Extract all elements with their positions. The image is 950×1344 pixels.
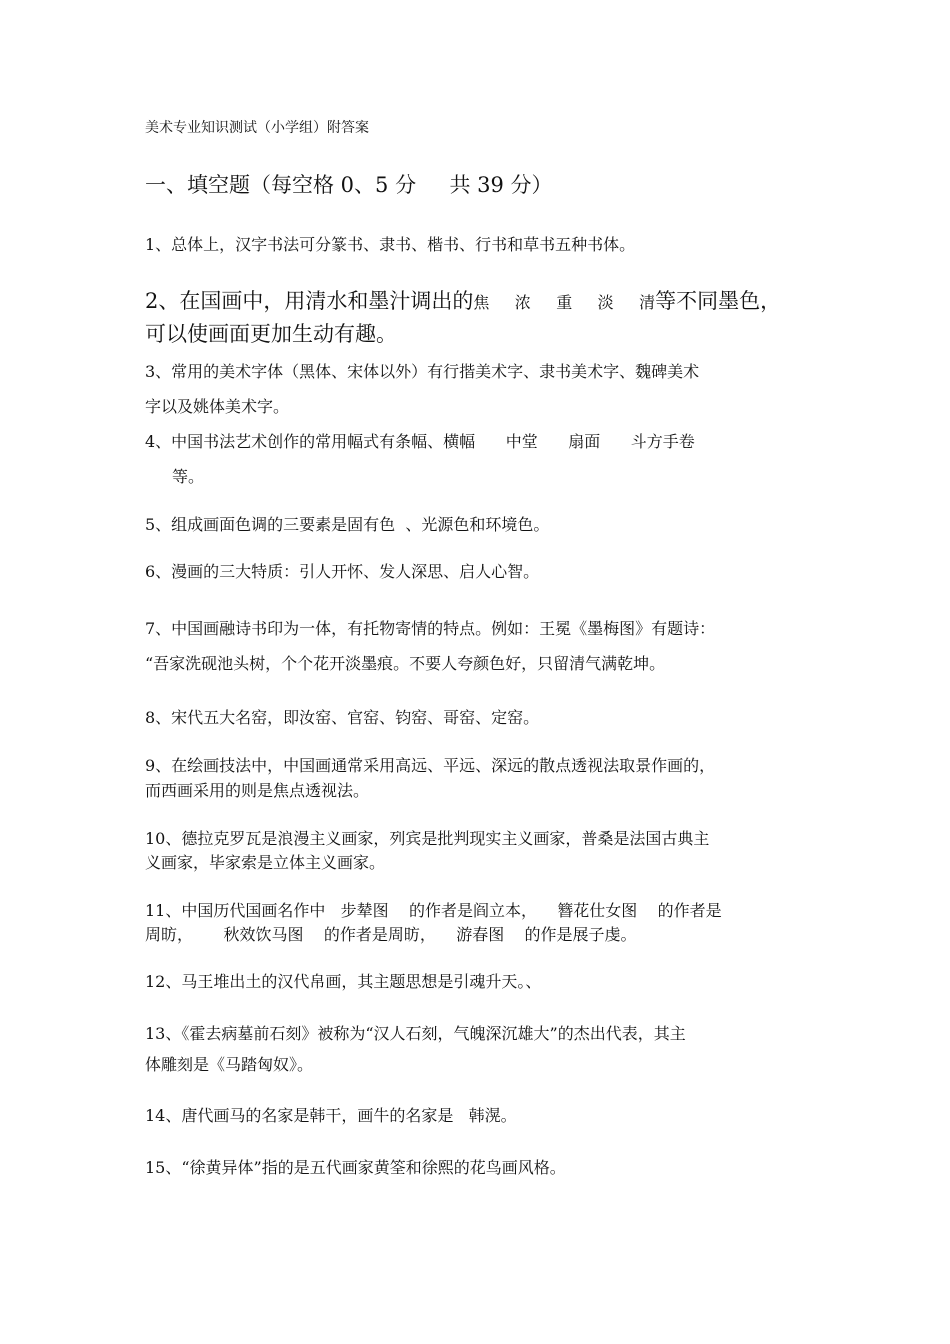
question-15: 15、“徐黄异体”指的是五代画家黄筌和徐熙的花鸟画风格。 [145, 1158, 566, 1177]
question-4-line-1: 4、中国书法艺术创作的常用幅式有条幅、横幅 中堂 扇面 斗方手卷 [145, 432, 695, 451]
question-13-line-1: 13、《霍去病墓前石刻》被称为“汉人石刻，气魄深沉雄大”的杰出代表，其主 [145, 1024, 686, 1043]
question-3-line-1: 3、常用的美术字体（黑体、宋体以外）有行揩美术字、隶书美术字、魏碑美术 [145, 362, 700, 381]
document-title: 美术专业知识测试（小学组）附答案 [145, 120, 369, 136]
question-7-line-1: 7、中国画融诗书印为一体，有托物寄情的特点。例如：王冕《墨梅图》有题诗： [145, 619, 716, 638]
question-11-line-2: 周昉， 秋效饮马图 的作者是周昉， 游春图 的作是展子虔。 [145, 925, 637, 944]
question-7-line-2: “吾家洗砚池头树，个个花开淡墨痕。不要人夸颜色好，只留清气满乾坤。 [145, 654, 666, 673]
section-heading: 一、填空题（每空格 0、5 分 共 39 分） [145, 173, 553, 197]
question-6: 6、漫画的三大特质：引人开怀、发人深思、启人心智。 [145, 562, 540, 581]
question-10-line-1: 10、德拉克罗瓦是浪漫主义画家，列宾是批判现实主义画家，普桑是法国古典主 [145, 829, 710, 848]
question-8: 8、宋代五大名窑，即汝窑、官窑、钧窑、哥窑、定窑。 [145, 708, 540, 727]
question-1: 1、总体上，汉字书法可分篆书、隶书、楷书、行书和草书五种书体。 [145, 235, 636, 254]
question-4-line-2: 等。 [172, 467, 205, 486]
question-2-text: 2、在国画中，用清水和墨汁调出的 [145, 289, 474, 313]
question-13-line-2: 体雕刻是《马踏匈奴》。 [145, 1055, 314, 1074]
question-9-line-1: 9、在绘画技法中，中国画通常采用高远、平远、深远的散点透视法取景作画的， [145, 756, 716, 775]
question-10-line-2: 义画家，毕家索是立体主义画家。 [145, 853, 386, 872]
question-12: 12、马王堆出土的汉代帛画，其主题思想是引魂升天。、 [145, 972, 542, 991]
question-2-line-1 [145, 287, 781, 315]
question-11-line-1: 11、中国历代国画名作中 步辇图 的作者是阎立本， 簪花仕女图 的作者是 [145, 901, 722, 920]
question-2-text-end: 等不同墨色， [655, 289, 782, 313]
question-2-answers: 焦 浓 重 淡 清 [473, 293, 656, 312]
question-2-line-2: 可以使画面更加生动有趣。 [145, 322, 397, 346]
question-5: 5、组成画面色调的三要素是固有色 、光源色和环境色。 [145, 515, 550, 534]
question-3-line-2: 字以及姚体美术字。 [145, 397, 290, 416]
question-14: 14、唐代画马的名家是韩干，画牛的名家是 韩滉。 [145, 1106, 517, 1125]
question-9-line-2: 而西画采用的则是焦点透视法。 [145, 781, 370, 800]
